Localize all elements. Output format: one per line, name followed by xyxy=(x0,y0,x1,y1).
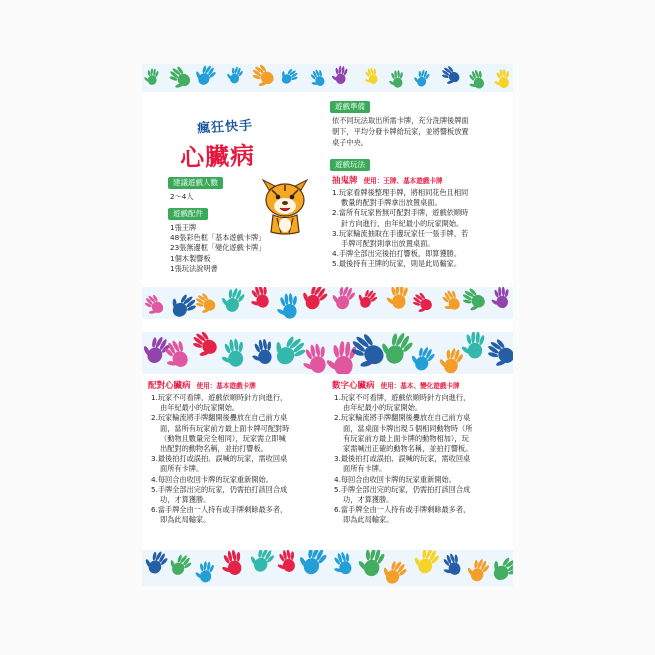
handprint-icon xyxy=(481,336,513,372)
match-heading xyxy=(148,379,256,391)
title-subtitle: 瘋狂快手 xyxy=(196,118,254,137)
rule-line: 出配對的動物名稱，並拍打響板。 xyxy=(160,444,268,454)
handprint-icon xyxy=(224,64,244,85)
players-value: 2～4人 xyxy=(170,192,194,201)
handprint-icon xyxy=(324,340,357,374)
handprint-icon xyxy=(246,550,277,575)
handprint-icon xyxy=(463,555,491,584)
handprint-icon xyxy=(299,342,329,374)
handprint-icon xyxy=(385,287,409,309)
list-item: 1張王牌 xyxy=(170,223,197,232)
handprint-icon xyxy=(458,287,488,315)
handprint-icon xyxy=(490,287,510,309)
rule-line: 由年紀最小的玩家開始。 xyxy=(160,403,240,413)
handprint-icon xyxy=(142,550,170,577)
rule-line: 即為此局輸家。 xyxy=(343,515,394,525)
handprint-icon xyxy=(436,345,465,374)
rule-line: 手牌可配對則拿出放置桌面。 xyxy=(341,239,435,249)
rule-line: 面，當所有玩家前方最上面卡牌可配對時 xyxy=(160,423,290,433)
handprint-icon xyxy=(329,550,355,578)
howto-label: 遊戲玩法 xyxy=(330,159,370,171)
handprint-band-top xyxy=(142,64,513,92)
handprint-icon xyxy=(247,64,277,91)
rule-line: 3.最後拍打或誤拍、誤喊的玩家，需收回桌 xyxy=(334,454,471,464)
handprint-icon xyxy=(187,332,221,362)
rule-line: 功，才算獲勝。 xyxy=(343,495,394,505)
rule-line: 即為此局輸家。 xyxy=(160,515,211,525)
handprint-icon xyxy=(407,342,437,373)
rule-line: 4.每回合由收回卡牌的玩家重新開始。 xyxy=(151,474,273,484)
rule-line: 3.最後拍打或誤拍、誤喊的玩家，需收回桌 xyxy=(151,454,288,464)
rule-line: 2.玩家輪流將手牌翻開後疊放在自己前方桌 xyxy=(151,413,288,423)
handprint-icon xyxy=(191,291,218,318)
rule-line: 有玩家前方最上面卡牌的動物相加），玩 xyxy=(343,433,469,443)
number-heading xyxy=(332,379,460,391)
handprint-icon xyxy=(294,550,329,578)
handprint-icon xyxy=(249,338,275,366)
handprint-icon xyxy=(331,65,349,85)
rule-line: 6.當手牌全由一人持有或手牌剩餘最多者， xyxy=(334,505,471,515)
handprint-icon xyxy=(194,560,215,583)
rule-line: 面，當桌面卡牌出現５個相同動物時（所 xyxy=(343,423,473,433)
rule-line: 5.最後持有王牌的玩家，則是此局輸家。 xyxy=(332,259,462,269)
handprint-icon xyxy=(219,338,247,369)
rule-line: 5.手牌全部出完的玩家，仍需拍打該回合成 xyxy=(334,484,471,494)
handprint-icon xyxy=(268,332,309,370)
handprint-icon xyxy=(277,65,300,87)
components-list xyxy=(170,223,265,274)
number-title: 數字心臟病 xyxy=(332,381,375,391)
handprint-icon xyxy=(460,332,485,359)
rule-line: 家需喊出正確的動物名稱，並拍打響板。 xyxy=(343,444,473,454)
handprint-icon xyxy=(437,64,462,88)
rule-line: 6.當手牌全由一人持有或手牌剩餘最多者， xyxy=(151,505,288,515)
rule-line: 1.玩家不可看牌，遊戲依順時針方向進行， xyxy=(334,393,471,402)
setup-label: 遊戲準備 xyxy=(330,101,370,113)
handprint-icon xyxy=(388,70,405,89)
handprint-icon xyxy=(438,551,464,578)
match-title: 配對心臟病 xyxy=(148,381,191,391)
handprint-icon xyxy=(297,287,330,313)
joker-usage: 使用：王牌、基本遊戲卡牌 xyxy=(363,177,443,185)
rule-line: 1.玩家不可看牌，遊戲依順時針方向進行， xyxy=(151,393,288,402)
handprint-icon xyxy=(274,550,298,574)
number-usage: 使用：基本、變化遊戲卡牌 xyxy=(380,382,460,390)
handprint-icon xyxy=(192,64,219,88)
rule-line: 2.玩家輪流將手牌翻開後疊放在自己前方桌 xyxy=(334,413,471,423)
handprint-icon xyxy=(218,287,247,315)
handprint-band-middle xyxy=(142,332,513,374)
handprint-icon xyxy=(408,290,435,317)
match-usage: 使用：基本遊戲卡牌 xyxy=(196,382,256,390)
handprint-icon xyxy=(328,287,357,312)
rule-line: 數量的配對手牌拿出放置桌面。 xyxy=(341,198,442,208)
handprint-icon xyxy=(143,67,160,85)
rule-line: 3.玩家輪流抽取在手邊玩家任一張手牌，若 xyxy=(332,228,469,238)
handprint-icon xyxy=(218,550,245,578)
joker-title: 抽鬼牌 xyxy=(332,176,358,186)
rule-line: 功，才算獲勝。 xyxy=(160,495,211,505)
joker-rules xyxy=(332,188,468,270)
rule-line: 面所有卡牌。 xyxy=(160,464,204,474)
joker-heading xyxy=(332,174,443,186)
rule-line: 針方向進行，由年紀最小的玩家開始。 xyxy=(341,218,464,228)
handprint-band-middle-top xyxy=(142,287,513,319)
number-rules xyxy=(334,393,472,526)
rule-line: 5.手牌全部出完的玩家，仍需拍打該回合成 xyxy=(151,484,288,494)
handprint-icon xyxy=(354,287,380,311)
rule-line: 面所有卡牌。 xyxy=(343,464,387,474)
rule-line: 2.當所有玩家皆無可配對手牌，遊戲依順時 xyxy=(332,208,469,218)
page-title: 心臟病 xyxy=(179,141,256,173)
handprint-icon xyxy=(142,292,167,319)
setup-text: 依不同玩法取出所需卡牌，充分洗牌後牌面 朝下，平均分發卡牌給玩家，並將響板放置 桌子中央。 xyxy=(332,116,469,147)
tiger-mascot-icon xyxy=(259,178,311,236)
rule-line: 1.玩家看牌後整理手牌，將相同花色且相同 xyxy=(332,188,469,197)
handprint-icon xyxy=(355,550,387,579)
rule-line: 4.每回合由收回卡牌的玩家重新開始。 xyxy=(334,474,456,484)
match-rules xyxy=(151,393,289,526)
handprint-icon xyxy=(164,64,194,92)
list-item: 1個木製響板 xyxy=(170,253,211,263)
handprint-icon xyxy=(165,550,194,579)
handprint-icon xyxy=(378,555,409,586)
rule-line: 4.手牌全部出完後拍打響板，即算獲勝。 xyxy=(332,249,462,259)
rule-line: 由年紀最小的玩家開始。 xyxy=(343,403,423,413)
components-label: 遊戲配件 xyxy=(168,208,208,220)
handprint-icon xyxy=(437,288,463,315)
handprint-icon xyxy=(412,68,431,89)
list-item: 23張無邊框「變化遊戲卡牌」 xyxy=(170,243,266,253)
list-item: 48張彩色框「基本遊戲卡牌」 xyxy=(170,233,266,243)
handprint-icon xyxy=(166,288,200,319)
handprint-icon xyxy=(361,66,380,86)
handprint-icon xyxy=(246,287,272,311)
handprint-icon xyxy=(487,551,513,585)
handprint-icon xyxy=(410,550,442,577)
rules-sheet xyxy=(142,64,513,586)
list-item: 1張玩法說明書 xyxy=(170,263,218,273)
rule-line: （動物且數量完全相同），玩家需立即喊 xyxy=(160,433,286,443)
players-label: 建議遊戲人數 xyxy=(168,177,223,189)
handprint-icon xyxy=(465,68,487,92)
handprint-icon xyxy=(275,293,299,319)
handprint-icon xyxy=(307,68,328,90)
handprint-icon xyxy=(492,68,511,89)
handprint-band-bottom xyxy=(142,550,513,586)
